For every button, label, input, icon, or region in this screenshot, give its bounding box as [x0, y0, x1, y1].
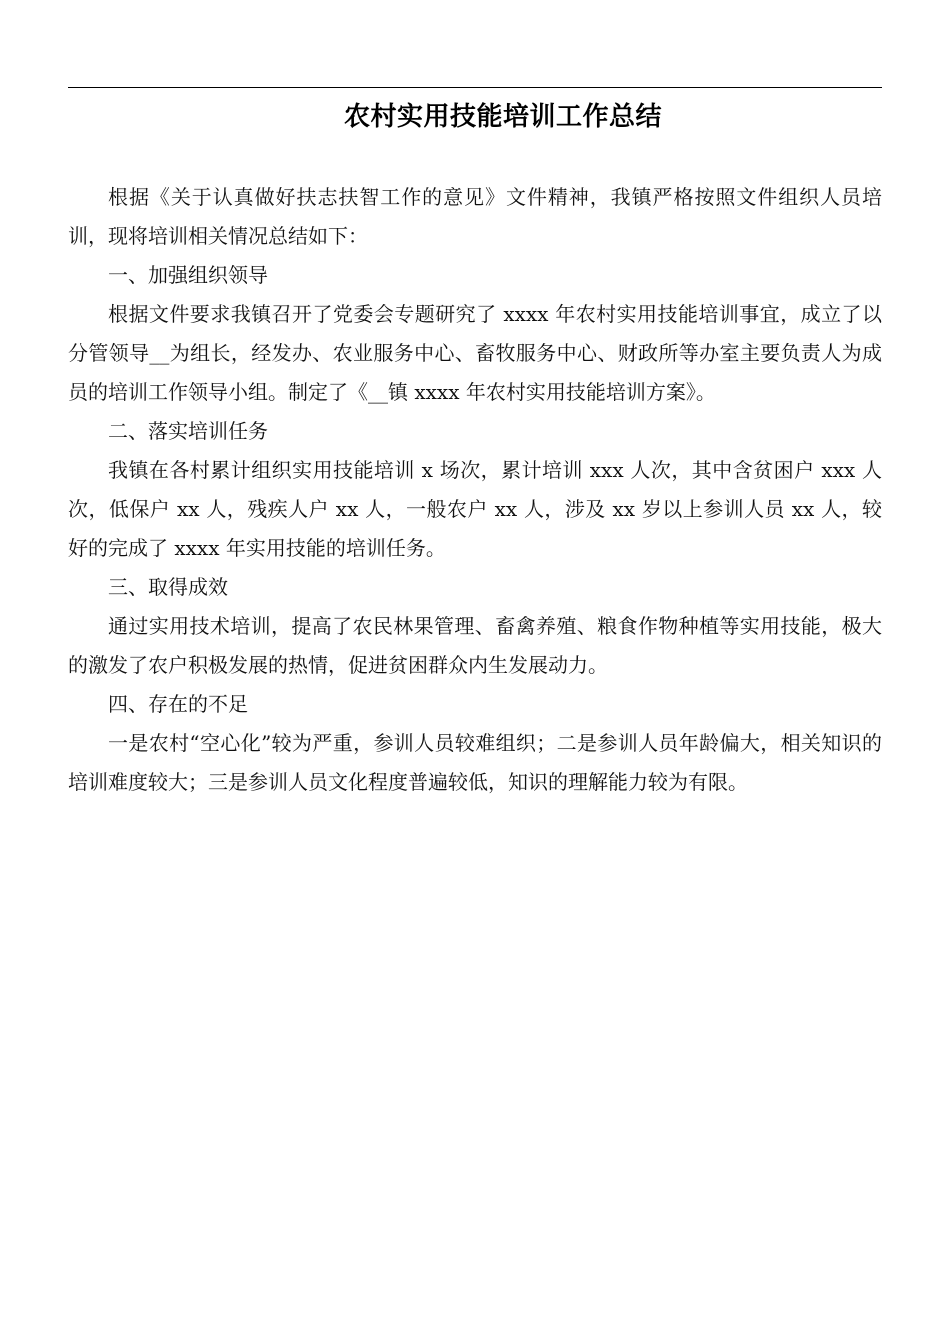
section-heading-3: 三、取得成效 — [108, 575, 228, 599]
page-title: 农村实用技能培训工作总结 — [343, 102, 662, 132]
section-body-3: 通过实用技术培训，提高了农民林果管理、畜禽养殖、粮食作物种植等实用技能，极大的激发了农户积极发展的热情，促进贫困群众内生发展动力。 — [68, 614, 882, 677]
section-body-4: 一是农村“空心化”较为严重，参训人员较难组织；二是参训人员年龄偏大，相关知识的培训难度较大；三是参训人员文化程度普遍较低，知识的理解能力较为有限。 — [68, 731, 882, 794]
section-heading-1: 一、加强组织领导 — [108, 263, 268, 287]
document-body — [68, 178, 882, 802]
intro-paragraph: 根据《关于认真做好扶志扶智工作的意见》文件精神，我镇严格按照文件组织人员培训，现将培训相关情况总结如下： — [68, 185, 882, 248]
section-heading-4: 四、存在的不足 — [108, 692, 248, 716]
section-body-2: 我镇在各村累计组织实用技能培训 x 场次，累计培训 xxx 人次，其中含贫困户 xxx 人次，低保户 xx 人，残疾人户 xx 人，一般农户 xx 人，涉及 xx 岁以上参训人员 xx 人，较好的完成了 xxxx 年实用技能的培训任务。 — [68, 458, 882, 560]
section-heading-2: 二、落实培训任务 — [108, 419, 268, 443]
section-body-1: 根据文件要求我镇召开了党委会专题研究了 xxxx 年农村实用技能培训事宜，成立了以分管领导__为组长，经发办、农业服务中心、畜牧服务中心、财政所等办室主要负责人为成员的培训工作领导小组。制定了《__镇 xxxx 年农村实用技能培训方案》。 — [68, 302, 882, 404]
header-rule — [68, 87, 882, 88]
